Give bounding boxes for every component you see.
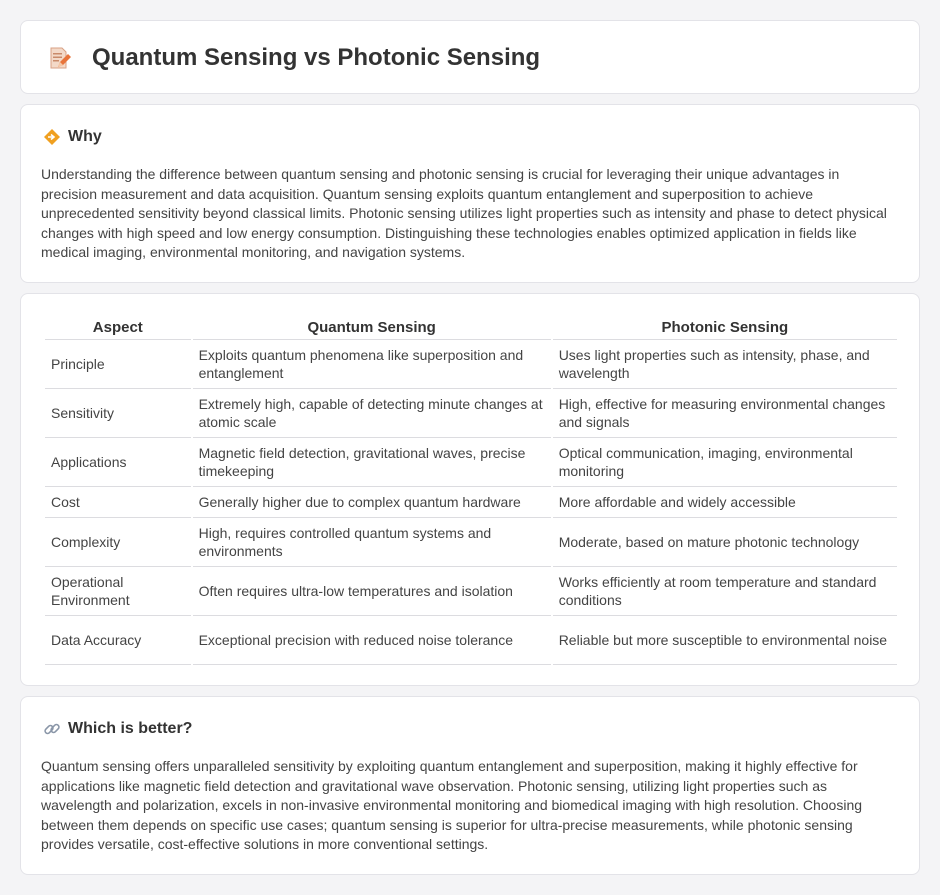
photonic-cell: High, effective for measuring environmental changes and signals bbox=[553, 389, 897, 438]
better-heading-text: Which is better? bbox=[68, 720, 193, 737]
quantum-cell: Exceptional precision with reduced noise tolerance bbox=[193, 616, 551, 665]
aspect-cell: Applications bbox=[45, 438, 191, 487]
aspect-cell: Sensitivity bbox=[45, 389, 191, 438]
better-paragraph: Quantum sensing offers unparalleled sensitivity by exploiting quantum entanglement and superposition, making it highly effective for applications like magnetic field detection and gravitational wave observation. Photonic sensing, utilizing light properties such as wavelength and polarization, excels in non-invasive environmental monitoring and biomedical imaging with high resolution. Choosing between them depends on specific use cases; quantum sensing is superior for ultra-precise measurements, while photonic sensing provides versatile, cost-effective solutions in more conventional settings. bbox=[41, 758, 863, 852]
header-card bbox=[20, 20, 920, 94]
photonic-cell: Reliable but more susceptible to environmental noise bbox=[553, 616, 897, 665]
aspect-cell: Data Accuracy bbox=[45, 616, 191, 665]
why-heading-text: Why bbox=[68, 128, 102, 145]
photonic-cell: Works efficiently at room temperature and standard conditions bbox=[553, 567, 897, 616]
diamond-arrows-icon bbox=[43, 128, 61, 146]
quantum-cell: Generally higher due to complex quantum hardware bbox=[193, 487, 551, 518]
quantum-cell: Exploits quantum phenomena like superposition and entanglement bbox=[193, 340, 551, 389]
why-card bbox=[20, 104, 920, 283]
quantum-cell: Often requires ultra-low temperatures and isolation bbox=[193, 567, 551, 616]
photonic-cell: Optical communication, imaging, environmental monitoring bbox=[553, 438, 897, 487]
photonic-cell: More affordable and widely accessible bbox=[553, 487, 897, 518]
page-title: Quantum Sensing vs Photonic Sensing bbox=[92, 44, 541, 71]
table-header-row bbox=[45, 317, 897, 340]
aspect-cell: Complexity bbox=[45, 518, 191, 567]
aspect-cell: Cost bbox=[45, 487, 191, 518]
aspect-cell: Principle bbox=[45, 340, 191, 389]
table-row bbox=[45, 616, 897, 665]
link-icon bbox=[43, 720, 61, 738]
table-row bbox=[45, 389, 897, 438]
document-pencil-icon bbox=[47, 46, 71, 70]
why-paragraph: Understanding the difference between quantum sensing and photonic sensing is crucial for leveraging their unique advantages in precision measurement and data acquisition. Quantum sensing exploits quantum entanglement and superposition to achieve unprecedented sensitivity beyond classical limits. Photonic sensing utilizes light properties such as intensity and phase to detect physical changes with high speed and low energy consumption. Distinguishing these technologies enables optimized application in fields like medical imaging, environmental monitoring, and navigation systems. bbox=[41, 166, 887, 260]
table-row bbox=[45, 438, 897, 487]
which-better-card bbox=[20, 696, 920, 875]
photonic-cell: Uses light properties such as intensity, phase, and wavelength bbox=[553, 340, 897, 389]
why-heading bbox=[43, 127, 102, 147]
header-quantum: Quantum Sensing bbox=[193, 317, 551, 340]
photonic-cell: Moderate, based on mature photonic technology bbox=[553, 518, 897, 567]
table-row bbox=[45, 487, 897, 518]
comparison-table bbox=[43, 317, 899, 665]
quantum-cell: Extremely high, capable of detecting minute changes at atomic scale bbox=[193, 389, 551, 438]
header-aspect: Aspect bbox=[45, 317, 191, 340]
table-row bbox=[45, 567, 897, 616]
table-row bbox=[45, 518, 897, 567]
better-heading bbox=[43, 719, 192, 739]
quantum-cell: Magnetic field detection, gravitational waves, precise timekeeping bbox=[193, 438, 551, 487]
comparison-card bbox=[20, 293, 920, 686]
table-row bbox=[45, 340, 897, 389]
aspect-cell: Operational Environment bbox=[45, 567, 191, 616]
quantum-cell: High, requires controlled quantum systems and environments bbox=[193, 518, 551, 567]
header-photonic: Photonic Sensing bbox=[553, 317, 897, 340]
